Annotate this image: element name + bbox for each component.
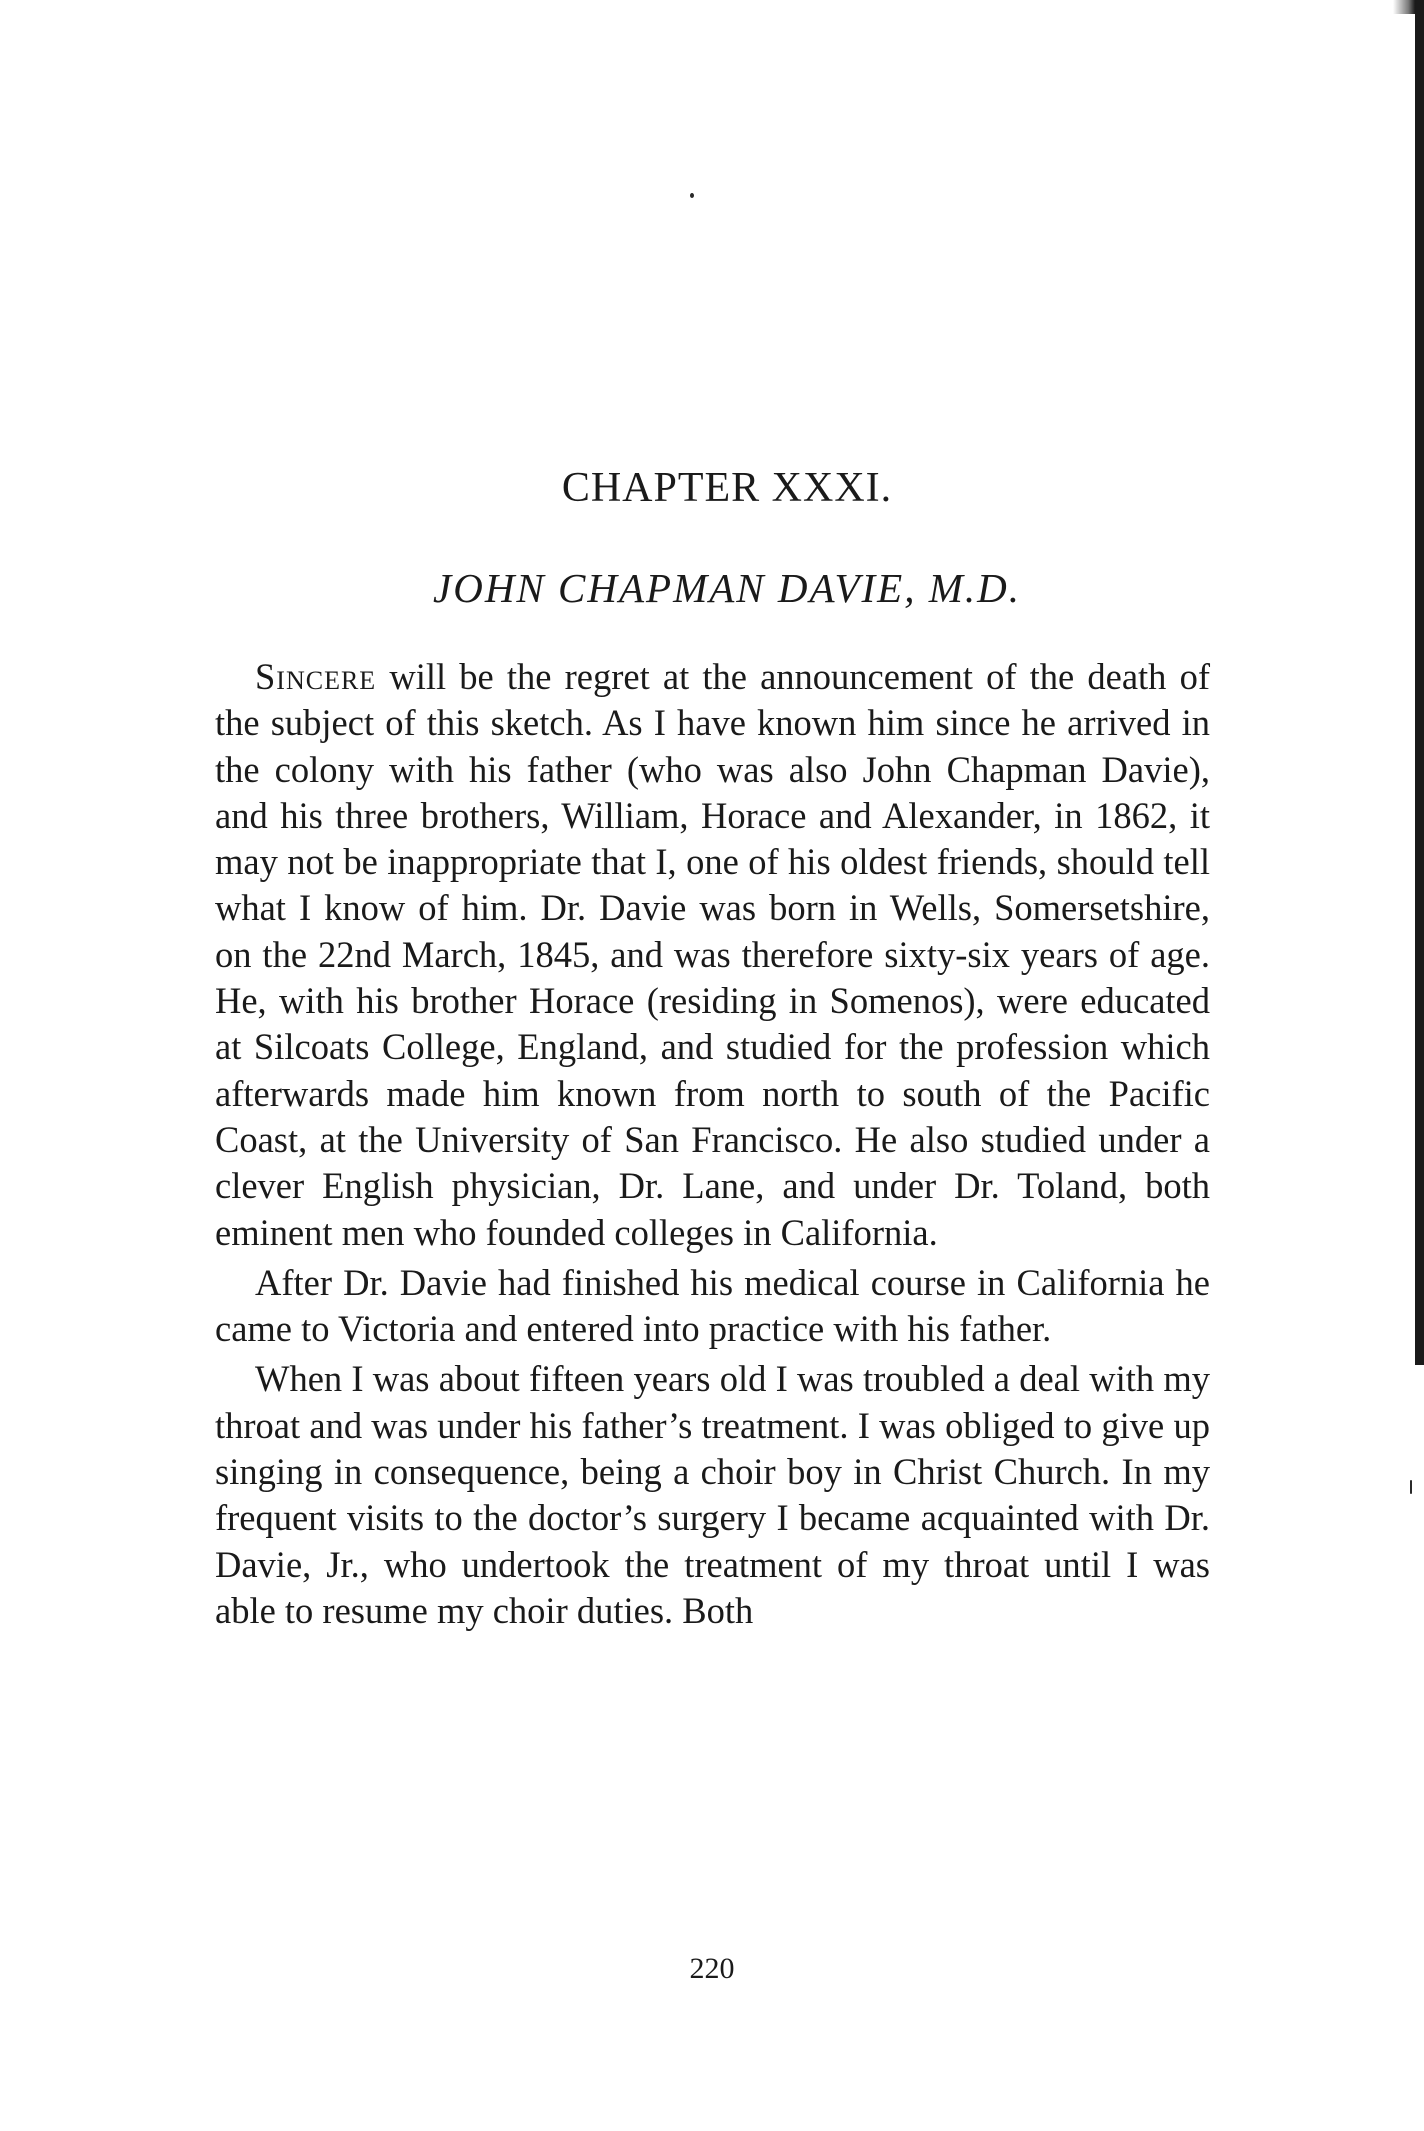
paragraph-text: will be the regret at the announcement of the death of the subject of this sketch. As I have known him since he arrived in the colony with his father (who was also John Chapman Davie), and his three brothers, William, Horace and Alexander, in 1862, it may not be inappropriate that I, one of his oldest friends, should tell what I know of him. Dr. Davie was born in Wells, Somersetshire, on the 22nd March, 1845, and was therefore sixty-six years of age. He, with his brother Horace (residing in Somenos), were educated at Silcoats College, England, and studied for the profession which afterwards made him known from north to south of the Pacific Coast, at the University of San Francisco. He also studied under a clever English physician, Dr. Lane, and under Dr. Toland, both eminent men who founded colleges in California. — [215, 656, 1210, 1253]
paragraph — [215, 654, 1210, 1256]
chapter-subtitle: JOHN CHAPMAN DAVIE, M.D. — [433, 565, 1021, 611]
ink-speck — [690, 193, 694, 198]
chapter-heading: CHAPTER XXXI. — [561, 465, 893, 511]
paragraph: After Dr. Davie had finished his medical course in California he came to Victoria and entered into practice with his father. — [215, 1261, 1210, 1350]
page-number: 220 — [689, 1952, 735, 1985]
page-edge-shadow — [1393, 0, 1415, 14]
page-edge — [1415, 0, 1424, 1365]
body-text — [215, 654, 1210, 1634]
paragraph: When I was about fifteen years old I was troubled a deal with my throat and was under his father’s treatment. I was obliged to give up singing in consequence, being a choir boy in Christ Church. In my frequent visits to the doctor’s surgery I became acquainted with Dr. Davie, Jr., who undertook the treatment of my throat until I was able to resume my choir duties. Both — [215, 1358, 1210, 1631]
ink-speck — [1410, 1480, 1412, 1494]
paragraph-lead-word: Sincere — [255, 656, 377, 697]
